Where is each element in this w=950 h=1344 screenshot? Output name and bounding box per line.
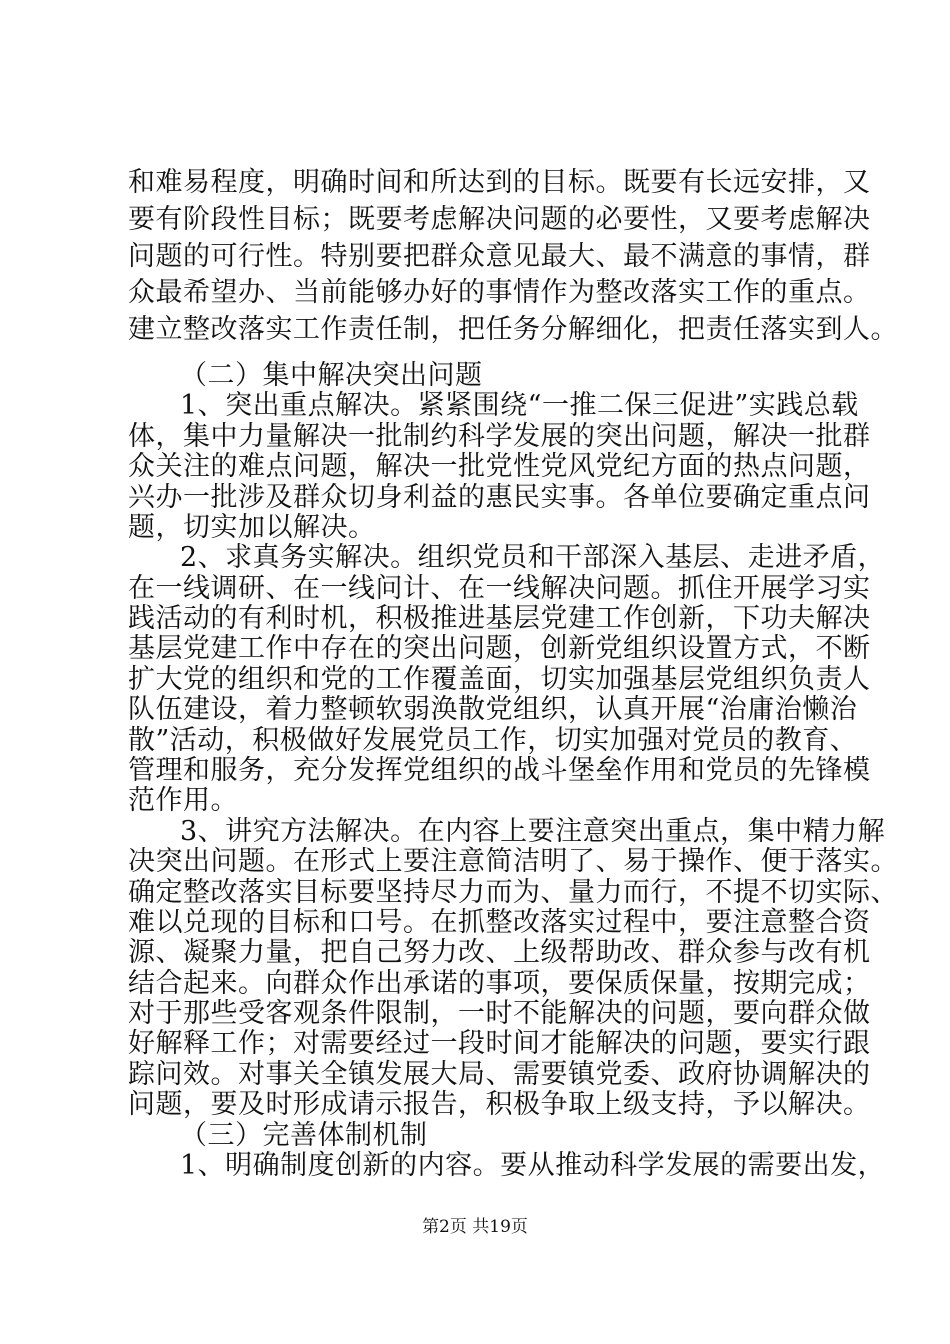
section-heading-2: （二）集中解决突出问题 xyxy=(180,360,483,391)
page-number-footer: 第2页 共19页 xyxy=(422,1217,528,1237)
text-line: 散”活动，积极做好发展党员工作，切实加强对党员的教育、 xyxy=(128,725,858,756)
text-line: 源、凝聚力量，把自己努力改、上级帮助改、群众参与改有机 xyxy=(128,937,871,968)
text-line: 兴办一批涉及群众切身利益的惠民实事。各单位要确定重点问 xyxy=(128,482,871,513)
text-line: 管理和服务，充分发挥党组织的战斗堡垒作用和党员的先锋模 xyxy=(128,755,871,786)
text-line: 好解释工作；对需要经过一段时间才能解决的问题，要实行跟 xyxy=(128,1028,871,1059)
text-line: 践活动的有利时机，积极推进基层党建工作创新，下功夫解决 xyxy=(128,603,871,634)
text-line: 踪问效。对事关全镇发展大局、需要镇党委、政府协调解决的 xyxy=(128,1059,871,1090)
text-line: 决突出问题。在形式上要注意简洁明了、易于操作、便于落实。 xyxy=(128,846,898,877)
section-heading-3: （三）完善体制机制 xyxy=(180,1120,428,1151)
text-line: 题，切实加以解决。 xyxy=(128,512,376,543)
text-line: 体，集中力量解决一批制约科学发展的突出问题，解决一批群 xyxy=(128,421,871,452)
text-line: 难以兑现的目标和口号。在抓整改落实过程中，要注意整合资 xyxy=(128,907,871,938)
text-line: 确定整改落实目标要坚持尽力而为、量力而行，不提不切实际、 xyxy=(128,877,898,908)
text-line: 2、求真务实解决。组织党员和干部深入基层、走进矛盾， xyxy=(180,542,886,573)
text-line: 和难易程度，明确时间和所达到的目标。既要有长远安排，又 xyxy=(128,167,871,198)
text-line: 结合起来。向群众作出承诺的事项，要保质保量，按期完成； xyxy=(128,968,871,999)
text-line: 范作用。 xyxy=(128,785,238,816)
text-line: 队伍建设，着力整顿软弱涣散党组织，认真开展“治庸治懒治 xyxy=(128,694,858,725)
text-line: 3、讲究方法解决。在内容上要注意突出重点，集中精力解 xyxy=(180,816,886,847)
text-line: 众最希望办、当前能够办好的事情作为整改落实工作的重点。 xyxy=(128,277,871,308)
text-line: 在一线调研、在一线问计、在一线解决问题。抓住开展学习实 xyxy=(128,573,871,604)
text-line: 建立整改落实工作责任制，把任务分解细化，把责任落实到人。 xyxy=(128,314,898,345)
text-line: 对于那些受客观条件限制，一时不能解决的问题，要向群众做 xyxy=(128,998,871,1029)
text-line: 扩大党的组织和党的工作覆盖面，切实加强基层党组织负责人 xyxy=(128,664,871,695)
text-line: 问题的可行性。特别要把群众意见最大、最不满意的事情，群 xyxy=(128,241,871,272)
text-line: 1、明确制度创新的内容。要从推动科学发展的需要出发， xyxy=(180,1150,886,1181)
text-line: 众关注的难点问题，解决一批党性党风党纪方面的热点问题， xyxy=(128,451,871,482)
text-line: 问题，要及时形成请示报告，积极争取上级支持，予以解决。 xyxy=(128,1089,871,1120)
text-line: 基层党建工作中存在的突出问题，创新党组织设置方式，不断 xyxy=(128,633,871,664)
text-line: 要有阶段性目标；既要考虑解决问题的必要性，又要考虑解决 xyxy=(128,204,871,235)
text-line: 1、突出重点解决。紧紧围绕“一推二保三促进”实践总载 xyxy=(180,390,859,421)
